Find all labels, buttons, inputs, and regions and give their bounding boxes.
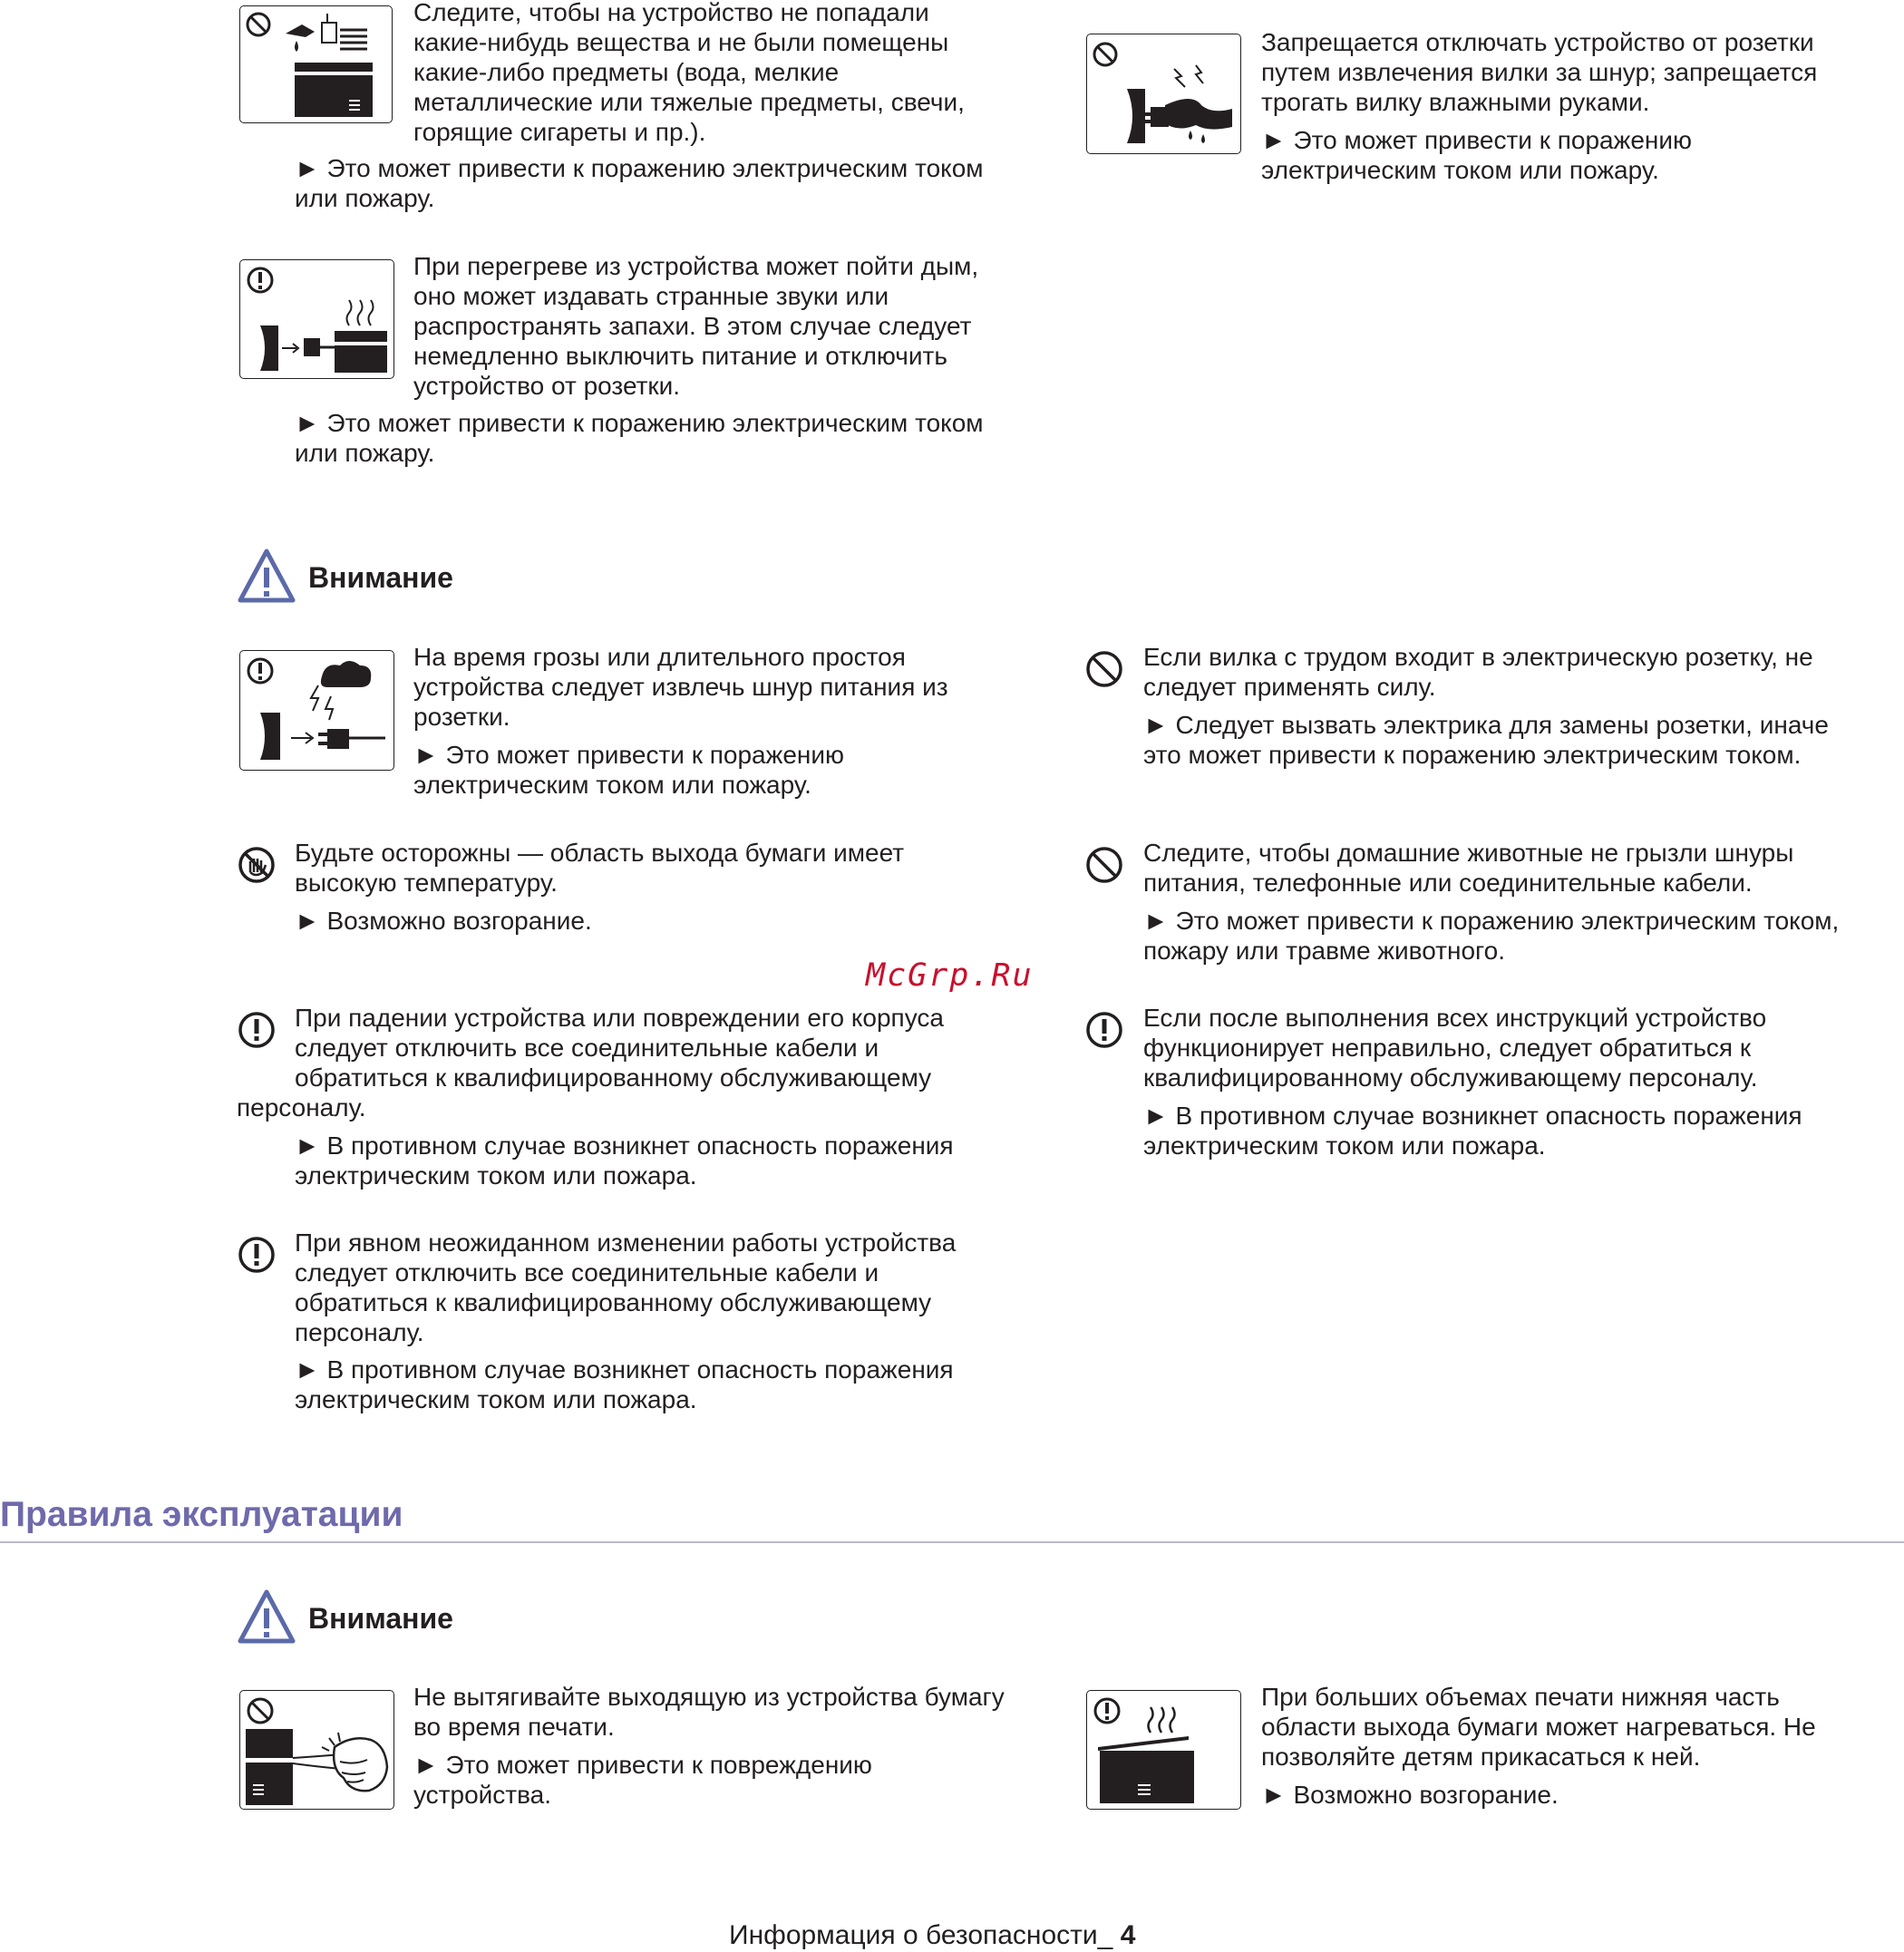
block-heavy-print-consequence: ► Возможно возгорание. [1261, 1781, 1559, 1809]
block-hot-output-text: Будьте осторожны — область выхода бумаги имеет высокую температуру. [295, 839, 905, 897]
warning-triangle-icon [237, 1588, 296, 1645]
prohibited-icon [248, 1699, 272, 1723]
illustration-substances [239, 5, 393, 123]
page-number: 4 [1120, 1920, 1136, 1950]
illustration-thunderstorm [239, 650, 394, 771]
prohibited-icon [1094, 44, 1116, 65]
block-thunderstorm-consequence: ► Это может привести к поражению электрическим током или пожару. [413, 741, 845, 799]
caution-heading: Внимание [308, 561, 453, 594]
caution-heading: Внимание [308, 1602, 453, 1635]
block-plug-force-consequence: ► Следует вызвать электрика для замены розетки, иначе это может привести к поражению электрическим током. [1143, 711, 1829, 769]
block-sudden-change-text: При явном неожиданном изменении работы устройства следует отключить все соединительные кабели и обратиться к квалифицированному обслуживающему персоналу. [295, 1228, 957, 1346]
footer-label: Информация о безопасности_ [729, 1920, 1113, 1950]
block-pets-consequence: ► Это может привести к поражению электрическим током, пожару или травме животного. [1143, 907, 1840, 965]
section-divider [0, 1541, 1904, 1543]
block-sudden-change-consequence: ► В противном случае возникнет опасность поражения электрическим током или пожара. [295, 1355, 954, 1413]
no-touch-icon [237, 845, 277, 885]
block-substances-text: Следите, чтобы на устройство не попадали какие-нибудь вещества и не были помещены какие-либо предметы (вода, мелкие металлические или тяжелые предметы, свечи, горящие сигареты и пр.). [413, 0, 965, 146]
block-pull-paper-text: Не вытягивайте выходящую из устройства бумагу во время печати. [413, 1683, 1005, 1741]
illustration-overheat [239, 259, 394, 379]
block-plug-force-text: Если вилка с трудом входит в электрическую розетку, не следует применять силу. [1143, 643, 1813, 701]
prohibited-icon [1084, 649, 1124, 689]
block-heavy-print-text: При больших объемах печати нижняя часть области выхода бумаги может нагреваться. Не позволяйте детям прикасаться к ней. [1261, 1683, 1816, 1771]
block-overheat-text: При перегреве из устройства может пойти дым, оно может издавать странные звуки или распространять запахи. В этом случае следует немедленно выключить питание и отключить устройство от розетки. [413, 252, 979, 400]
block-malfunction-text: Если после выполнения всех инструкций устройство функционирует неправильно, следует обратиться к квалифицированному обслуживающему персоналу. [1143, 1004, 1767, 1092]
block-unplug-cord-consequence: ► Это может привести к поражению электрическим током или пожару. [1261, 126, 1693, 184]
block-dropped-consequence: ► В противном случае возникнет опасность поражения электрическим током или пожара. [295, 1131, 954, 1190]
mandatory-icon [1084, 1010, 1124, 1050]
block-thunderstorm-text: На время грозы или длительного простоя устройства следует извлечь шнур питания из розетки. [413, 643, 948, 731]
block-hot-output-consequence: ► Возможно возгорание. [295, 907, 592, 935]
mandatory-icon [237, 1235, 277, 1275]
illustration-unplug-cord [1086, 34, 1241, 154]
mandatory-icon [237, 1010, 277, 1050]
block-pull-paper-consequence: ► Это может привести к повреждению устройства. [413, 1751, 872, 1809]
block-pets-text: Следите, чтобы домашние животные не грызли шнуры питания, телефонные или соединительные кабели. [1143, 839, 1794, 897]
block-overheat-consequence: ► Это может привести к поражению электрическим током или пожару. [295, 409, 984, 467]
block-unplug-cord-text: Запрещается отключать устройство от розетки путем извлечения вилки за шнур; запрещается трогать вилку влажными руками. [1261, 28, 1818, 116]
section-title: Правила эксплуатации [0, 1495, 403, 1534]
watermark: McGrp.Ru [866, 957, 1034, 994]
prohibited-icon [248, 14, 269, 35]
block-substances-consequence: ► Это может привести к поражению электрическим током или пожару. [295, 154, 984, 212]
prohibited-icon [1084, 845, 1124, 885]
block-malfunction-consequence: ► В противном случае возникнет опасность поражения электрическим током или пожара. [1143, 1102, 1802, 1160]
illustration-heavy-print [1086, 1690, 1241, 1810]
block-dropped-text: При падении устройства или повреждении его корпуса следует отключить все соединительные кабели и обратиться к квалифицированному обслуживающему [295, 1004, 944, 1092]
page-footer [729, 1920, 1135, 1951]
block-dropped-text-last: персоналу. [237, 1093, 366, 1122]
illustration-pull-paper [239, 1690, 394, 1810]
warning-triangle-icon [237, 548, 296, 604]
